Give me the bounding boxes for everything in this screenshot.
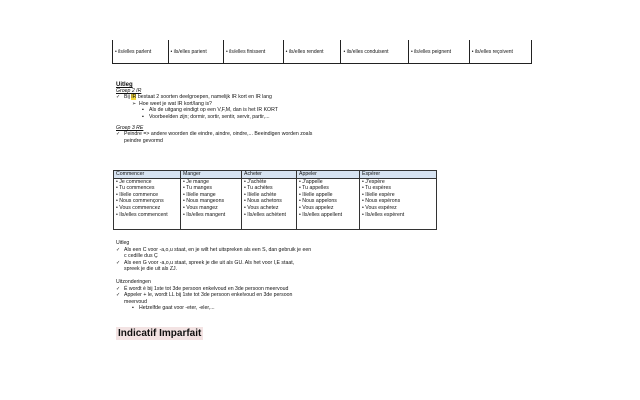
section-title: Uitleg bbox=[116, 82, 133, 88]
list-item: • Ils/elles espèrent bbox=[362, 212, 434, 219]
table-cell bbox=[360, 178, 437, 229]
list-item: • Il/elle commence bbox=[116, 192, 178, 199]
uitz-line-2-cont: meervoud bbox=[124, 298, 148, 305]
uitleg-2-line-2: ✓ Als een G voor -a,o,u staat, spreek je die uit als GU. Als het voor I,E staat, bbox=[116, 259, 295, 266]
square-bullet-icon: ▪ bbox=[142, 113, 144, 120]
uitleg-2-line-1-cont: c cedille dus Ç bbox=[124, 253, 158, 260]
group-3-line: ✓ Peindre => andere woorden die eindre, aindre, oindre,... Beeindigen worden zoals bbox=[116, 131, 313, 138]
list-item: • Vous achetez bbox=[244, 205, 294, 212]
previous-conjugation-table-row bbox=[112, 40, 532, 64]
uitleg-2-line-2-cont: spreek je die uit als ZJ. bbox=[124, 266, 178, 273]
uitz-line-2: ✓ Appeler + le, wordt LL bij 1ste tot 3de persoon enkelvoud en 3de persoon bbox=[116, 292, 293, 299]
group-3-title: Groep 3 RE bbox=[116, 125, 144, 132]
uitz-line-1: ✓ É wordt è bij 1ste tot 3de persoon enkelvoud en 3de persoon meervoud bbox=[116, 285, 289, 292]
table-cell bbox=[242, 178, 297, 229]
list-item: • Tu espères bbox=[362, 185, 434, 192]
table-cell bbox=[297, 178, 360, 229]
check-icon: ✓ bbox=[116, 94, 121, 100]
column-header: Espérer bbox=[360, 171, 437, 179]
list-item: • Ils/elles appellent bbox=[299, 212, 357, 219]
section-title: Uitzonderingen bbox=[116, 279, 151, 285]
uitzonderingen-section bbox=[116, 279, 436, 312]
conjugation-table bbox=[113, 170, 437, 230]
list-item: • Tu commences bbox=[116, 185, 178, 192]
list-item: • Nous achetons bbox=[244, 198, 294, 205]
list-item: • Je commence bbox=[116, 179, 178, 186]
table-cell: • ils/elles finissent bbox=[224, 40, 284, 64]
group-3-line-cont: peindre gevormd bbox=[124, 137, 163, 144]
highlighted-text: IR bbox=[131, 94, 137, 100]
column-header: Commencer bbox=[114, 171, 181, 179]
list-item: • Vous commencez bbox=[116, 205, 178, 212]
list-item: • Il/elle espère bbox=[362, 192, 434, 199]
check-icon: ✓ bbox=[116, 285, 121, 292]
section-title: Uitleg bbox=[116, 240, 130, 246]
check-icon: ✓ bbox=[116, 259, 121, 266]
column-header: Acheter bbox=[242, 171, 297, 179]
list-item: • Vous espérez bbox=[362, 205, 434, 212]
list-item: • Ils/elles mangent bbox=[183, 212, 239, 219]
list-item: • Il/elle appelle bbox=[299, 192, 357, 199]
list-item: • J'espère bbox=[362, 179, 434, 186]
column-header: Appeler bbox=[297, 171, 360, 179]
list-item: • Tu manges bbox=[183, 185, 239, 192]
group-2-sub-2: ▪ Voorbeelden zijn; dormir, sortir, sentir, servir, partir,... bbox=[142, 113, 270, 120]
table-cell: • ils/elles conduisent bbox=[341, 40, 409, 64]
uitz-line-3: ▪ Hetzelfde gaat voor -eter, -eler,... bbox=[132, 305, 215, 312]
table-cell bbox=[114, 178, 181, 229]
square-bullet-icon: ▪ bbox=[142, 107, 144, 114]
list-item: • Je mange bbox=[183, 179, 239, 186]
list-item: • J'appelle bbox=[299, 179, 357, 186]
list-item: • Nous mangeons bbox=[183, 198, 239, 205]
check-icon: ✓ bbox=[116, 131, 121, 138]
section-heading: Indicatif Imparfait bbox=[118, 328, 202, 339]
arrow-bullet-icon: ➢ bbox=[132, 100, 137, 107]
list-item: • Nous espérons bbox=[362, 198, 434, 205]
square-bullet-icon: ▪ bbox=[132, 305, 134, 312]
uitleg-section bbox=[116, 82, 416, 145]
group-2-question: ➢ Hoe weet je wat IR kort/lang is? bbox=[132, 100, 212, 107]
column-header: Manger bbox=[181, 171, 242, 179]
list-item: • Il/elle mange bbox=[183, 192, 239, 199]
list-item: • J'achète bbox=[244, 179, 294, 186]
uitleg-2-section bbox=[116, 240, 436, 273]
uitleg-2-line-1: ✓ Als een C voor -a,o,u staat, en je wilt het uitspreken als een S, dan gebruik je een bbox=[116, 246, 312, 253]
list-item: • Tu appelles bbox=[299, 185, 357, 192]
group-2-line: ✓ Bij IR bestaat 2 soorten deelgroepen, namelijk IR kort en IR lang bbox=[116, 94, 272, 100]
table-cell: • ils/elles parient bbox=[168, 40, 224, 64]
list-item: • Ils/elles achètent bbox=[244, 212, 294, 219]
list-item: • Vous mangez bbox=[183, 205, 239, 212]
group-2-title: Groep 2 IR bbox=[116, 88, 142, 94]
list-item: • Nous commençons bbox=[116, 198, 178, 205]
group-2-sub-1: ▪ Als de uitgang eindigt op een V,F,M, dan is het IR KORT bbox=[142, 107, 278, 114]
table-cell: • ils/elles reçoivent bbox=[469, 40, 531, 64]
check-icon: ✓ bbox=[116, 246, 121, 253]
table-cell bbox=[181, 178, 242, 229]
list-item: • Ils/elles commencent bbox=[116, 212, 178, 219]
check-icon: ✓ bbox=[116, 292, 121, 299]
list-item: • Tu achètes bbox=[244, 185, 294, 192]
list-item: • Vous appelez bbox=[299, 205, 357, 212]
table-cell: • ils/elles peignent bbox=[408, 40, 469, 64]
table-cell: • ils/elles rendent bbox=[283, 40, 341, 64]
table-cell: • ils/elles parlent bbox=[113, 40, 169, 64]
list-item: • Nous appelons bbox=[299, 198, 357, 205]
list-item: • Il/elle achète bbox=[244, 192, 294, 199]
